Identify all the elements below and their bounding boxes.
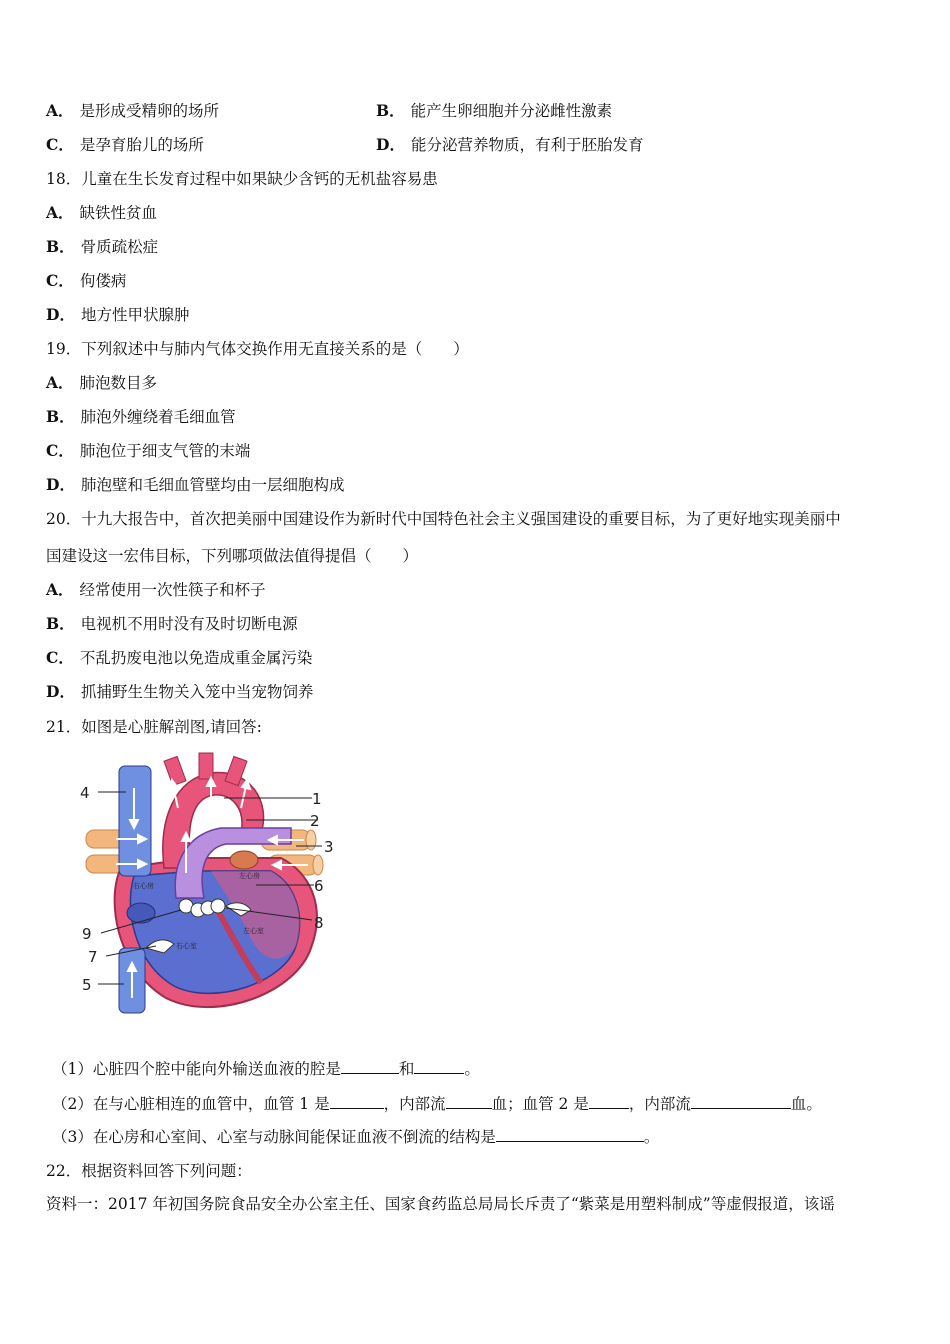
q18-option-a	[46, 203, 157, 223]
q21-subquestion-3	[52, 1126, 659, 1147]
sub2-text-b: ，内部流	[383, 1095, 446, 1113]
label-right-ventricle: 右心室	[176, 942, 197, 950]
q20-option-b	[46, 614, 298, 634]
option-text: 地方性甲状腺肿	[80, 306, 190, 324]
option-label: C．	[46, 135, 74, 154]
option-text: 是孕育胎儿的场所	[79, 136, 204, 154]
q17-option-a	[46, 101, 219, 121]
q21-stem: 21．如图是心脏解剖图,请回答:	[46, 718, 262, 736]
answer-blank	[341, 1058, 399, 1074]
q17-option-c	[46, 135, 204, 155]
q19-option-b	[46, 407, 236, 427]
q17-option-b	[376, 101, 612, 121]
option-label: B．	[376, 101, 405, 120]
right-atrium-chamber	[127, 903, 155, 923]
sub1-text-a: （1）心脏四个腔中能向外输送血液的腔是	[52, 1060, 341, 1078]
q18-stem: 18．儿童在生长发育过程中如果缺少含钙的无机盐容易患	[46, 170, 438, 188]
option-label: B．	[46, 237, 75, 256]
sub2-text-a: （2）在与心脏相连的血管中，血管 1 是	[52, 1095, 330, 1113]
sub3-text-b: 。	[643, 1128, 660, 1146]
q20-option-a	[46, 580, 266, 600]
label-8: 8	[314, 914, 324, 932]
q17-option-d	[376, 135, 643, 155]
label-left-atrium: 左心房	[239, 872, 260, 880]
q18-option-b	[46, 237, 158, 257]
heart-diagram-svg	[46, 748, 372, 1028]
answer-blank	[496, 1126, 644, 1142]
option-text: 肺泡数目多	[79, 374, 158, 392]
aorta-branch-1	[164, 756, 186, 785]
option-label: A．	[46, 580, 74, 599]
option-label: A．	[46, 101, 74, 120]
q19-stem: 19．下列叙述中与肺内气体交换作用无直接关系的是（ ）	[46, 340, 469, 358]
option-text: 电视机不用时没有及时切断电源	[80, 615, 298, 633]
option-label: D．	[46, 475, 75, 494]
option-label: D．	[46, 305, 75, 324]
q19-option-a	[46, 373, 157, 393]
q21-subquestion-2	[52, 1093, 822, 1114]
option-label: D．	[46, 682, 75, 701]
option-text: 骨质疏松症	[80, 238, 159, 256]
option-text: 能分泌营养物质，有利于胚胎发育	[410, 136, 644, 154]
label-7: 7	[88, 948, 98, 966]
aorta-branch-2	[199, 753, 213, 779]
option-text: 经常使用一次性筷子和杯子	[79, 581, 266, 599]
label-9: 9	[82, 925, 92, 943]
answer-blank	[414, 1058, 464, 1074]
option-label: B．	[46, 614, 75, 633]
sub2-text-d: ，内部流	[628, 1095, 691, 1113]
label-1: 1	[312, 790, 322, 808]
q22-stem: 22．根据资料回答下列问题：	[46, 1162, 252, 1180]
option-label: D．	[376, 135, 405, 154]
option-label: A．	[46, 203, 74, 222]
label-3: 3	[324, 838, 334, 856]
sub1-text-b: 和	[398, 1060, 415, 1078]
label-5: 5	[82, 976, 92, 994]
option-text: 缺铁性贫血	[79, 204, 158, 222]
answer-blank	[691, 1093, 791, 1109]
option-text: 是形成受精卵的场所	[79, 102, 220, 120]
answer-blank	[330, 1093, 384, 1109]
q20-stem-line2: 国建设这一宏伟目标，下列哪项做法值得提倡（ ）	[46, 547, 419, 565]
q19-option-d	[46, 475, 344, 495]
q18-option-c	[46, 271, 126, 291]
option-label: C．	[46, 648, 74, 667]
option-text: 肺泡壁和毛细血管壁均由一层细胞构成	[80, 476, 345, 494]
sub3-text-a: （3）在心房和心室间、心室与动脉间能保证血液不倒流的结构是	[52, 1128, 496, 1146]
option-text: 能产生卵细胞并分泌雌性激素	[410, 102, 613, 120]
q20-option-c	[46, 648, 312, 668]
option-text: 不乱扔废电池以免造成重金属污染	[79, 649, 313, 667]
q20-option-d	[46, 682, 313, 702]
q22-material-1: 资料一：2017 年初国务院食品安全办公室主任、国家食药监总局局长斥责了“紫菜是用塑料制成”等虚假报道，该谣	[46, 1195, 835, 1213]
left-atrium-chamber	[230, 851, 258, 869]
answer-blank	[589, 1093, 629, 1109]
label-4: 4	[80, 784, 90, 802]
option-text: 肺泡位于细支气管的末端	[79, 442, 251, 460]
label-right-atrium: 右心房	[133, 882, 154, 890]
q19-option-c	[46, 441, 250, 461]
sub2-text-e: 血。	[790, 1095, 822, 1113]
label-left-ventricle: 左心室	[243, 927, 264, 935]
option-label: C．	[46, 271, 74, 290]
q20-stem-line1: 20．十九大报告中，首次把美丽中国建设作为新时代中国特色社会主义强国建设的重要目标，为了更好地实现美丽中	[46, 510, 841, 528]
sub2-text-c: 血；血管 2 是	[491, 1095, 589, 1113]
option-label: C．	[46, 441, 74, 460]
option-text: 肺泡外缠绕着毛细血管	[80, 408, 236, 426]
label-6: 6	[314, 877, 324, 895]
option-text: 佝偻病	[79, 272, 127, 290]
sub1-text-c: 。	[464, 1060, 480, 1078]
answer-blank	[446, 1093, 492, 1109]
q18-option-d	[46, 305, 189, 325]
option-label: B．	[46, 407, 75, 426]
heart-diagram	[46, 748, 372, 1028]
option-text: 抓捕野生生物关入笼中当宠物饲养	[80, 683, 314, 701]
option-label: A．	[46, 373, 74, 392]
q21-subquestion-1	[52, 1058, 480, 1079]
label-2: 2	[310, 812, 320, 830]
